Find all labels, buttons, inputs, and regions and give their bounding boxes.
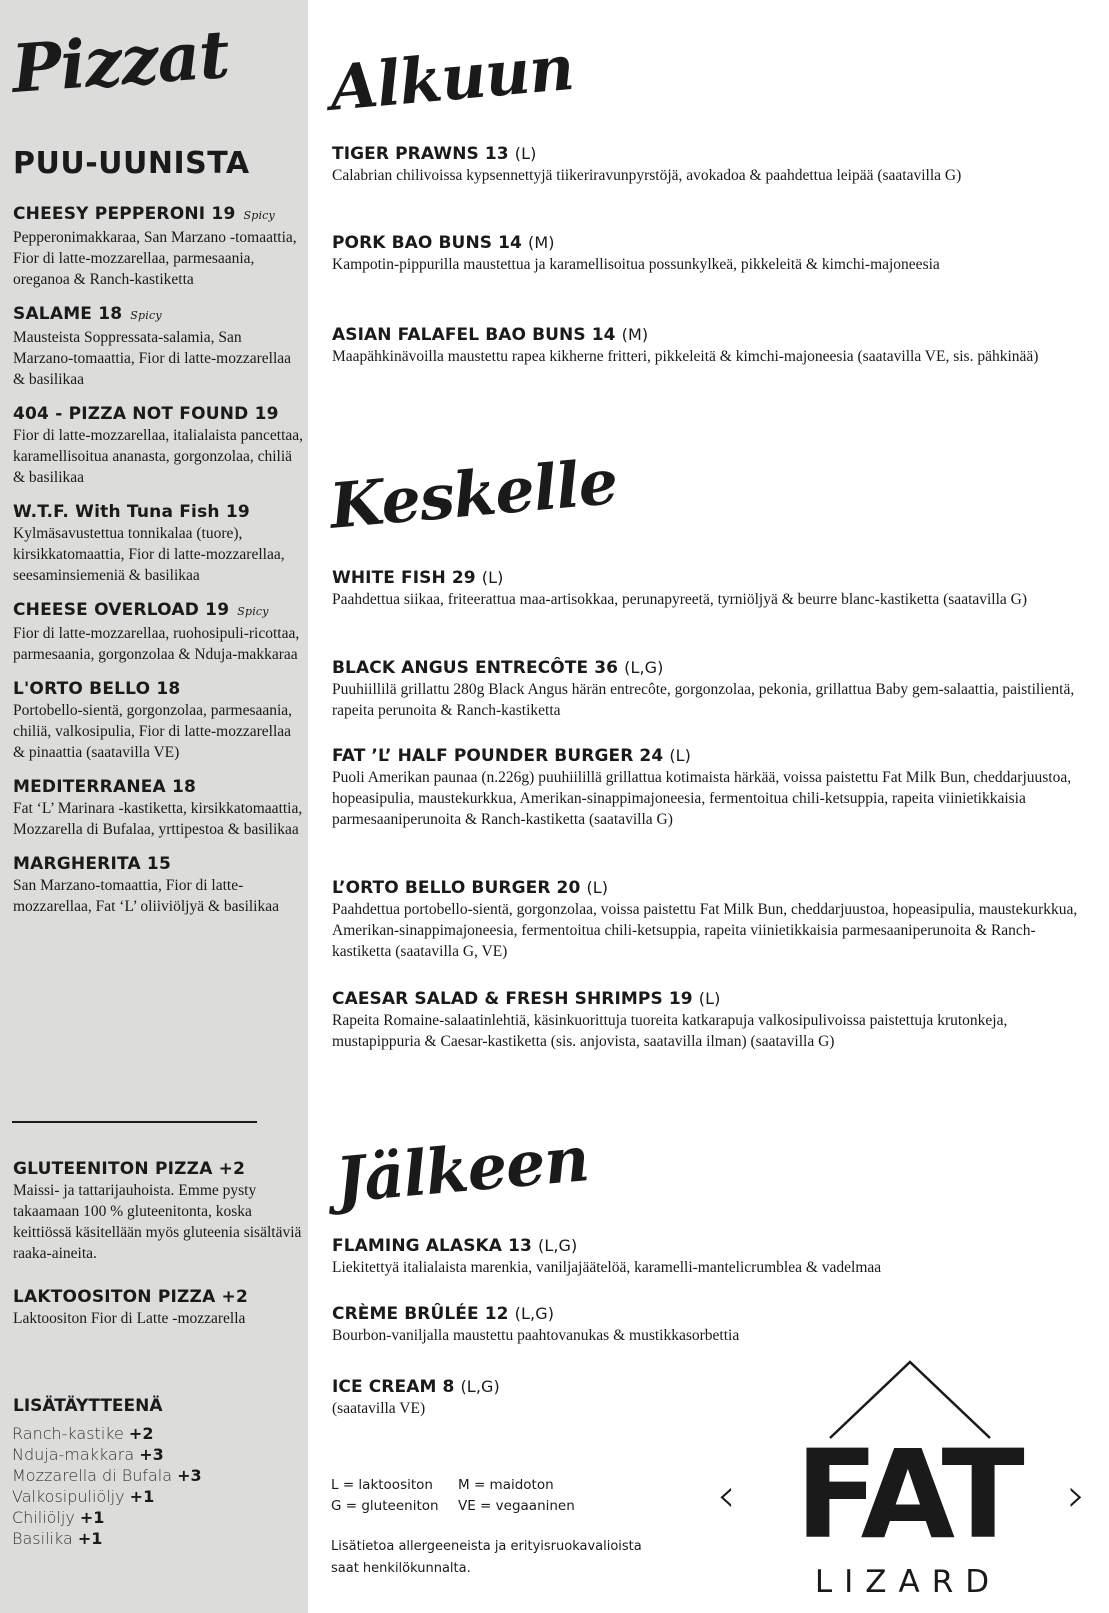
item-description: Puoli Amerikan paunaa (n.226g) puuhiilillä grillattua kotimaista härkää, voissa paistettu Fat Milk Bun, cheddarjuustoa, hopeasipulia, maustekurkkua, Amerikan-sinappimajoneesia, fermentoitua chili-ketsuppia, rapeita viinietikkaisia parmesaaniperunoita & Ranch-kastiketta (saatavilla G) <box>332 769 1072 828</box>
puu-uunista-heading: PUU-UUNISTA <box>13 146 250 181</box>
pizza-description: Mausteista Soppressata-salamia, San Marzano-tomaattia, Fior di latte-mozzarellaa & basilikaa <box>13 329 292 388</box>
item-name: ASIAN FALAFEL BAO BUNS 14 <box>332 325 616 345</box>
menu-item <box>332 143 1092 186</box>
menu-item <box>332 877 1092 962</box>
menu-item <box>332 988 1092 1052</box>
pizza-name: W.T.F. With Tuna Fish 19 <box>13 502 250 522</box>
topping-item: Valkosipuliöljy +1 <box>12 1487 155 1506</box>
menu-item <box>332 324 1092 367</box>
logo-lizard-text: LIZARD <box>814 1564 1002 1600</box>
option-name: GLUTEENITON PIZZA +2 <box>13 1159 246 1179</box>
pizza-item <box>13 853 305 917</box>
diet-legend <box>331 1475 585 1517</box>
item-name: CRÈME BRÛLÉE 12 <box>332 1304 509 1324</box>
legend-ve: VE = vegaaninen <box>458 1498 575 1514</box>
pizza-item <box>13 203 305 290</box>
menu-item <box>332 232 1092 275</box>
diet-tag: (L) <box>698 989 721 1008</box>
diet-tag: (L,G) <box>460 1377 500 1396</box>
item-name: L’ORTO BELLO BURGER 20 <box>332 878 581 898</box>
item-description: Paahdettua siikaa, friteerattua maa-artisokkaa, perunapyreetä, tyrniöljyä & beurre blanc-kastiketta (saatavilla G) <box>332 591 1028 608</box>
section-title-jalkeen: Jälkeen <box>332 1122 592 1217</box>
section-title-keskelle: Keskelle <box>326 445 620 543</box>
option-item <box>13 1158 305 1264</box>
item-description: Bourbon-vaniljalla maustettu paahtovanukas & mustikkasorbettia <box>332 1327 740 1344</box>
topping-item: Mozzarella di Bufala +3 <box>12 1466 202 1485</box>
pizza-list <box>13 203 305 930</box>
pizza-sidebar <box>0 0 308 1613</box>
option-description: Maissi- ja tattarijauhoista. Emme pysty takaamaan 100 % gluteenitonta, koska keittiössä käsitellään myös gluteenia sisältäviä raaka-aineita. <box>13 1182 302 1262</box>
diet-tag: (L) <box>481 568 504 587</box>
spicy-label: Spicy <box>130 309 162 322</box>
pizza-item <box>13 678 305 763</box>
item-description: Paahdettua portobello-sientä, gorgonzolaa, voissa paistettu Fat Milk Bun, cheddarjuustoa, hopeasipulia, maustekurkkua, Amerikan-sinappimajoneesia, fermentoitua chili-ketsuppia, rapeita viinietikkaisia parmesaaniperunoita & Ranch-kastiketta (saatavilla G, VE) <box>332 901 1078 960</box>
pizza-description: Pepperonimakkaraa, San Marzano -tomaattia, Fior di latte-mozzarellaa, parmesaania, oreganoa & Ranch-kastiketta <box>13 229 297 288</box>
pizza-item <box>13 501 305 586</box>
pizza-name: MEDITERRANEA 18 <box>13 777 197 797</box>
diet-tag: (L,G) <box>537 1236 578 1255</box>
spicy-label: Spicy <box>237 605 269 618</box>
item-name: WHITE FISH 29 <box>332 568 476 588</box>
item-description: Puuhiillilä grillattu 280g Black Angus härän entrecôte, gorgonzolaa, pekonia, grillattua Baby gem-salaattia, paistilientä, rapeita perunoita & Ranch-kastiketta <box>332 681 1075 719</box>
pizza-description: San Marzano-tomaattia, Fior di latte-mozzarellaa, Fat ‘L’ oliiviöljyä & basilikaa <box>13 877 279 915</box>
pizza-options <box>13 1158 305 1351</box>
item-description: Rapeita Romaine-salaatinlehtiä, käsinkuorittuja tuoreita katkarapuja valkosipulivoissa paistettuja krutonkeja, mustapippuria & Caesar-kastiketta (sis. anjovista, saatavilla ilman) (saatavilla G) <box>332 1012 1008 1050</box>
menu-item <box>332 567 1092 610</box>
pizza-name: L'ORTO BELLO 18 <box>13 679 181 699</box>
pizza-item <box>13 776 305 840</box>
topping-item: Chiliöljy +1 <box>12 1508 105 1527</box>
item-name: TIGER PRAWNS 13 <box>332 144 509 164</box>
allergen-note: Lisätietoa allergeeneista ja erityisruokavalioista saat henkilökunnalta. <box>331 1539 642 1576</box>
pizza-description: Kylmäsavustettua tonnikalaa (tuore), kirsikkatomaattia, Fior di latte-mozzarellaa, seesaminsiemeniä & basilikaa <box>13 525 285 584</box>
menu-item <box>332 745 1092 830</box>
diet-tag: (L) <box>586 878 609 897</box>
spicy-label: Spicy <box>243 209 275 222</box>
pizza-item <box>13 303 305 390</box>
diet-tag: (L) <box>669 746 692 765</box>
pizza-name: CHEESE OVERLOAD 19 <box>13 600 230 620</box>
item-name: ICE CREAM 8 <box>332 1377 455 1397</box>
option-name: LAKTOOSITON PIZZA +2 <box>13 1287 249 1307</box>
toppings-heading: LISÄTÄYTTEENÄ <box>13 1396 163 1416</box>
topping-item: Basilika +1 <box>12 1529 103 1548</box>
diet-tag: (L) <box>514 144 537 163</box>
item-description: Maapähkinävoilla maustettu rapea kikherne fritteri, pikkeleitä & kimchi-majoneesia (saatavilla VE, sis. pähkinää) <box>332 348 1039 365</box>
pizza-description: Fat ‘L’ Marinara -kastiketta, kirsikkatomaattia, Mozzarella di Bufalaa, yrttipestoa & basilikaa <box>13 800 303 838</box>
pizza-item <box>13 403 305 488</box>
topping-item: Nduja-makkara +3 <box>12 1445 164 1464</box>
diet-tag: (M) <box>528 233 555 252</box>
item-description: Calabrian chilivoissa kypsennettyjä tiikeriravunpyrstöjä, avokadoa & paahdettua leipää (saatavilla G) <box>332 167 962 184</box>
option-item <box>13 1286 305 1329</box>
item-description: Kampotin-pippurilla maustettua ja karamellisoitua possunkylkeä, pikkeleitä & kimchi-majoneesia <box>332 256 940 273</box>
pizza-item <box>13 599 305 665</box>
pizza-description: Fior di latte-mozzarellaa, italialaista pancettaa, karamellisoitua ananasta, gorgonzolaa, chiliä & basilikaa <box>13 427 304 486</box>
item-name: PORK BAO BUNS 14 <box>332 233 522 253</box>
fat-lizard-logo <box>717 1350 1094 1600</box>
item-name: BLACK ANGUS ENTRECÔTE 36 <box>332 658 619 678</box>
item-name: FLAMING ALASKA 13 <box>332 1236 532 1256</box>
menu-item <box>332 1303 1092 1346</box>
menu-item <box>332 1235 1092 1278</box>
pizza-name: MARGHERITA 15 <box>13 854 171 874</box>
diet-tag: (M) <box>621 325 649 344</box>
sidebar-divider <box>12 1121 257 1123</box>
pizza-name: CHEESY PEPPERONI 19 <box>13 204 236 224</box>
pizza-name: SALAME 18 <box>13 304 123 324</box>
menu-item <box>332 1376 722 1419</box>
legend-g: G = gluteeniton <box>331 1498 439 1514</box>
topping-item: Ranch-kastike +2 <box>12 1424 154 1443</box>
item-description: Liekitettyä italialaista marenkia, vaniljajäätelöä, karamelli-mantelicrumblea & vadelmaa <box>332 1259 882 1276</box>
chevron-right-icon: › <box>1067 1468 1086 1522</box>
diet-tag: (L,G) <box>514 1304 555 1323</box>
item-name: FAT ’L’ HALF POUNDER BURGER 24 <box>332 746 664 766</box>
legend-l: L = laktoositon <box>331 1477 433 1493</box>
option-description: Laktoositon Fior di Latte -mozzarella <box>13 1310 246 1327</box>
pizza-description: Fior di latte-mozzarellaa, ruohosipuli-ricottaa, parmesaania, gorgonzolaa & Nduja-makkaraa <box>13 625 300 663</box>
logo-fat-text: FAT <box>795 1424 1021 1566</box>
pizzat-script-title: Pizzat <box>9 14 232 108</box>
pizza-description: Portobello-sientä, gorgonzolaa, parmesaania, chiliä, valkosipulia, Fior di latte-mozzarellaa & pinaattia (saatavilla VE) <box>13 702 293 761</box>
item-name: CAESAR SALAD & FRESH SHRIMPS 19 <box>332 989 693 1009</box>
chevron-left-icon: ‹ <box>717 1468 736 1522</box>
section-title-alkuun: Alkuun <box>326 30 577 125</box>
menu-item <box>332 657 1092 721</box>
toppings-list <box>12 1423 202 1549</box>
diet-tag: (L,G) <box>624 658 664 677</box>
pizza-name: 404 - PIZZA NOT FOUND 19 <box>13 404 279 424</box>
item-description: (saatavilla VE) <box>332 1400 426 1417</box>
legend-m: M = maidoton <box>458 1477 554 1493</box>
